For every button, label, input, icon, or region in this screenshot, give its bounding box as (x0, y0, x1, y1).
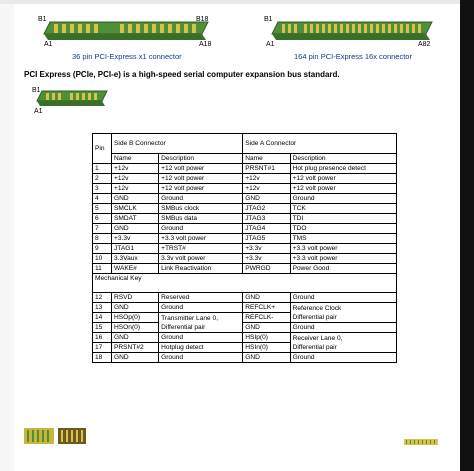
a-desc-cell: Hot plug presence detect (290, 164, 396, 174)
table-row (93, 244, 397, 254)
b-desc-line2: Differential pair (161, 323, 206, 331)
b-desc-cell: Ground (159, 194, 243, 204)
b-name-cell: +12v (112, 184, 159, 194)
table-row (93, 214, 397, 224)
a-desc-cell: Ground (290, 293, 396, 303)
pin-cell: 1 (93, 164, 112, 174)
pin-cell: 5 (93, 204, 112, 214)
table-row (93, 184, 397, 194)
pinout-table (92, 133, 397, 363)
small-a1-label: A1 (34, 108, 43, 115)
a-desc-cell: +12 volt power (290, 184, 396, 194)
b-desc-cell: +TRST# (159, 244, 243, 254)
b-desc-cell: Hotplug detect (159, 343, 243, 353)
pin-cell: 8 (93, 234, 112, 244)
a-name-cell: PWRGD (243, 264, 290, 274)
a-name-cell: GND (243, 353, 290, 363)
a-name-cell: HSIn(0) (243, 343, 290, 353)
header-side-a: Side A Connector (243, 134, 397, 154)
pin-cell: 3 (93, 184, 112, 194)
b-name-cell: GND (112, 333, 159, 343)
x1-b18-label: B18 (196, 16, 209, 23)
a-name-cell: JTAG5 (243, 234, 290, 244)
x16-a1-label: A1 (266, 41, 275, 48)
pin-cell: 9 (93, 244, 112, 254)
b-desc-cell: +12 volt power (159, 164, 243, 174)
a-desc-cell: Ground (290, 323, 396, 333)
b-name-cell: SMDAT (112, 214, 159, 224)
table-header-row (93, 134, 397, 154)
x16-caption: 164 pin PCI-Express 16x connector (294, 52, 412, 61)
right-dark-edge (460, 0, 474, 471)
b-desc-line1: Transmitter Lane 0, (161, 314, 219, 322)
small-b1-label: B1 (32, 87, 41, 94)
table-row (93, 224, 397, 234)
b-name-cell: RSVD (112, 293, 159, 303)
table-row (93, 333, 397, 343)
table-row (93, 254, 397, 264)
a-desc-line1: Reference Clock (292, 304, 342, 312)
table-subheader-row (93, 154, 397, 164)
b-desc-merged-cell (159, 313, 243, 333)
a-desc-merged-cell (290, 303, 396, 323)
b-name-cell: +3.3v (112, 234, 159, 244)
table-row (93, 174, 397, 184)
a-name-cell: GND (243, 194, 290, 204)
x1-a18-label: A18 (199, 41, 212, 48)
intro-text: PCI Express (PCIe, PCI-e) is a high-speed serial computer expansion bus standard. (24, 70, 340, 79)
pin-cell: 17 (93, 343, 112, 353)
table-row (93, 194, 397, 204)
pin-cell: 2 (93, 174, 112, 184)
pin-cell: 13 (93, 303, 112, 313)
b-name-cell: HSOn(0) (112, 323, 159, 333)
b-name-cell: WAKE# (112, 264, 159, 274)
table-row (93, 164, 397, 174)
x1-b1-label: B1 (38, 16, 47, 23)
a-name-cell: GND (243, 293, 290, 303)
a-desc-cell: +12 volt power (290, 174, 396, 184)
a-desc-line2: Differential pair (292, 313, 337, 321)
pin-cell: 11 (93, 264, 112, 274)
a-desc-cell: Ground (290, 194, 396, 204)
a-desc-cell: TCK (290, 204, 396, 214)
b-name-cell: 3.3Vaux (112, 254, 159, 264)
x1-caption: 36 pin PCI-Express x1 connector (72, 52, 182, 61)
mechanical-key-label: Mechanical Key (93, 274, 397, 293)
table-row (93, 303, 397, 313)
table-row (93, 323, 397, 333)
pcie-x16-connector-image (268, 20, 436, 42)
b-name-cell: GND (112, 224, 159, 234)
pin-cell: 10 (93, 254, 112, 264)
a-name-cell: +12v (243, 174, 290, 184)
b-desc-cell: Ground (159, 353, 243, 363)
pin-cell: 14 (93, 313, 112, 323)
b-desc-cell: 3.3v volt power (159, 254, 243, 264)
x16-a82-label: A82 (418, 41, 431, 48)
pin-cell: 6 (93, 214, 112, 224)
pin-cell: 4 (93, 194, 112, 204)
pin-cell: 12 (93, 293, 112, 303)
b-desc-cell: Reserved (159, 293, 243, 303)
header-side-b: Side B Connector (112, 134, 243, 154)
connector-thumbnail-left (24, 428, 86, 449)
table-row (93, 293, 397, 303)
top-window-bar (0, 0, 474, 4)
b-desc-cell: +12 volt power (159, 184, 243, 194)
a-name-cell: REFCLK- (243, 313, 290, 323)
b-desc-cell: SMBus clock (159, 204, 243, 214)
b-desc-cell: Ground (159, 333, 243, 343)
b-name-cell: GND (112, 303, 159, 313)
b-desc-cell: Ground (159, 303, 243, 313)
a-desc-line3: Receiver Lane 0, (292, 334, 343, 342)
table-row (93, 353, 397, 363)
b-name-cell: PRSNT#2 (112, 343, 159, 353)
b-desc-cell: +3.3 volt power (159, 234, 243, 244)
a-desc-cell: TDO (290, 224, 396, 234)
header-a-desc: Description (290, 154, 396, 164)
connector-thumbnail-right (404, 432, 438, 450)
x1-a1-label: A1 (44, 41, 53, 48)
pin-cell: 18 (93, 353, 112, 363)
a-desc-cell: +3.3 volt power (290, 254, 396, 264)
pcie-small-connector-image (34, 90, 110, 108)
table-row (93, 234, 397, 244)
a-name-cell: HSIp(0) (243, 333, 290, 343)
a-desc-cell: TDI (290, 214, 396, 224)
a-desc-cell: Power Good (290, 264, 396, 274)
a-name-cell: PRSNT#1 (243, 164, 290, 174)
a-name-cell: JTAG4 (243, 224, 290, 234)
b-name-cell: +12v (112, 164, 159, 174)
b-name-cell: GND (112, 353, 159, 363)
mechanical-key-row (93, 274, 397, 293)
a-desc-cell: +3.3 volt power (290, 244, 396, 254)
header-b-desc: Description (159, 154, 243, 164)
header-pin: Pin (93, 134, 112, 164)
table-row (93, 204, 397, 214)
pcie-x1-connector-image (40, 20, 212, 42)
pin-cell: 7 (93, 224, 112, 234)
a-name-cell: +3.3v (243, 254, 290, 264)
table-row (93, 264, 397, 274)
a-name-cell: GND (243, 323, 290, 333)
x16-b1-label: B1 (264, 16, 273, 23)
a-name-cell: +3.3v (243, 244, 290, 254)
a-desc-cell: TMS (290, 234, 396, 244)
header-b-name: Name (112, 154, 159, 164)
a-name-cell: +12v (243, 184, 290, 194)
b-desc-cell: Ground (159, 224, 243, 234)
a-name-cell: JTAG2 (243, 204, 290, 214)
b-name-cell: HSOp(0) (112, 313, 159, 323)
a-name-cell: REFCLK+ (243, 303, 290, 313)
b-name-cell: +12v (112, 174, 159, 184)
pin-cell: 16 (93, 333, 112, 343)
b-desc-cell: +12 volt power (159, 174, 243, 184)
pin-cell: 15 (93, 323, 112, 333)
b-name-cell: JTAG1 (112, 244, 159, 254)
b-name-cell: SMCLK (112, 204, 159, 214)
a-name-cell: JTAG3 (243, 214, 290, 224)
b-desc-cell: SMBus data (159, 214, 243, 224)
a-desc-line4: Differential pair (292, 343, 337, 351)
b-desc-cell: Link Reactivation (159, 264, 243, 274)
a-desc-cell: Ground (290, 353, 396, 363)
left-edge-strip (0, 0, 14, 471)
b-name-cell: GND (112, 194, 159, 204)
header-a-name: Name (243, 154, 290, 164)
a-desc-merged-cell-2 (290, 333, 396, 353)
